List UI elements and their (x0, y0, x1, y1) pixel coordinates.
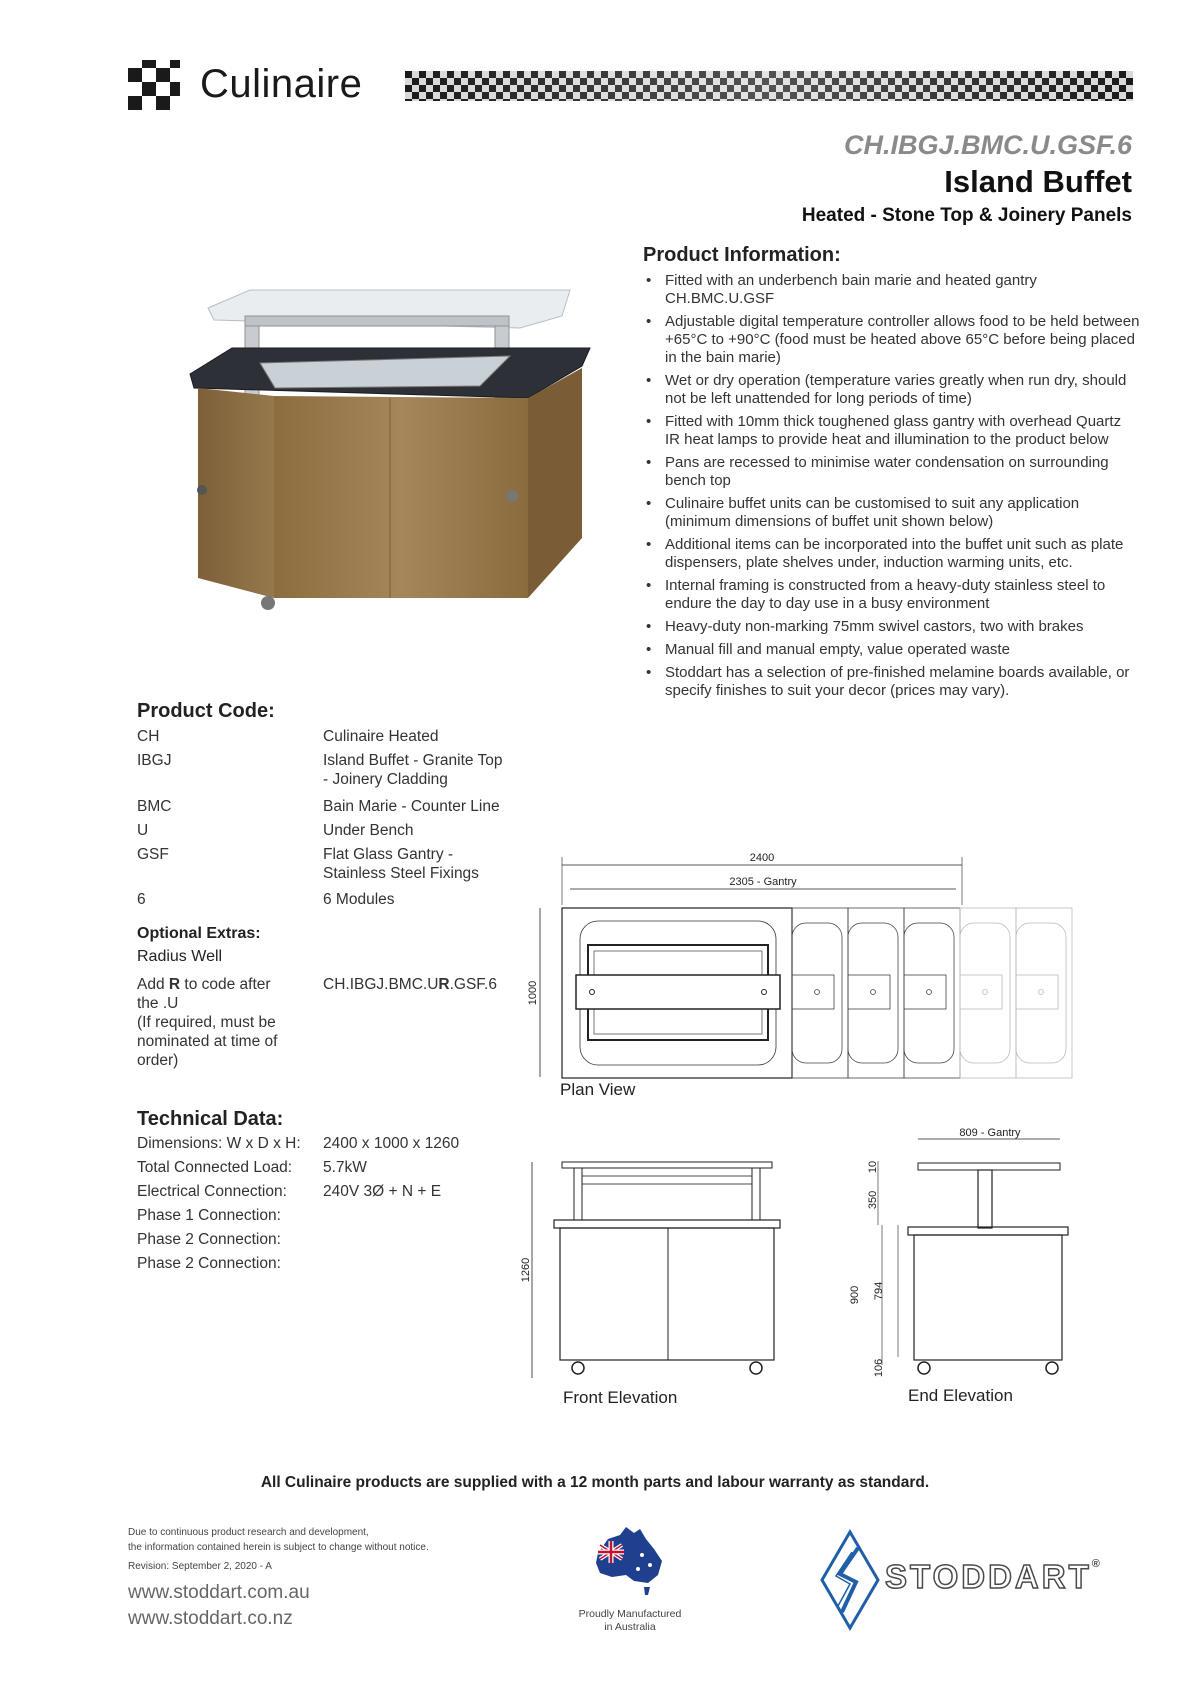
list-item: • Manual fill and manual empty, value operated waste (643, 641, 1140, 659)
product-title: Island Buffet (944, 164, 1132, 199)
list-item: • Adjustable digital temperature controller allows food to be held between +65°C to +90°C (food must be heated above 65°C before being placed in the bain marie) (643, 313, 1140, 367)
brand-name: Culinaire (200, 62, 363, 106)
dim-350: 350 (867, 1190, 879, 1210)
end-elevation-label: End Elevation (908, 1386, 1013, 1405)
front-elevation-label: Front Elevation (563, 1388, 678, 1407)
stoddart-logo-icon (820, 1530, 880, 1630)
plan-view-drawing (520, 845, 1080, 1085)
list-item: • Wet or dry operation (temperature varies greatly when run dry, should not be left unattended for long periods of time) (643, 372, 1140, 408)
stoddart-wordmark: STODDART® (885, 1558, 1100, 1595)
disclaimer: Due to continuous product research and development, the information contained herein is subject to change without notice. Revision: September 2, 2020 - A (128, 1527, 429, 1572)
list-item: • Additional items can be incorporated into the buffet unit such as plate dispensers, plate shelves under, induction warming units, etc. (643, 536, 1140, 572)
list-item: • Internal framing is constructed from a heavy-duty stainless steel to endure the day to day use in a busy environment (643, 577, 1140, 613)
checker-logo-icon (128, 60, 188, 120)
list-item: • Heavy-duty non-marking 75mm swivel castors, two with brakes (643, 618, 1140, 636)
product-image (190, 278, 600, 613)
warranty-text: All Culinaire products are supplied with a 12 month parts and labour warranty as standard. (260, 1474, 930, 1491)
dim-794: 794 (873, 1281, 885, 1301)
dim-900: 900 (849, 1285, 861, 1305)
dim-2305: 2305 - Gantry (729, 876, 797, 888)
radius-well-desc: Add R to code after the .U (If required, must be nominated at time of order) (137, 976, 278, 1069)
checker-band (405, 71, 1133, 101)
product-info-heading: Product Information: (643, 244, 841, 266)
made-in-australia: Proudly Manufactured in Australia (578, 1608, 682, 1633)
dim-1000: 1000 (527, 980, 539, 1006)
website-au-link[interactable]: www.stoddart.com.au (128, 1582, 310, 1603)
culinaire-logo (128, 56, 388, 116)
dim-10: 10 (867, 1160, 879, 1174)
list-item: • Pans are recessed to minimise water condensation on surrounding bench top (643, 454, 1140, 490)
dim-106: 106 (873, 1358, 885, 1378)
list-item: • Stoddart has a selection of pre-finished melamine boards available, or specify finishes to suit your decor (prices may vary). (643, 664, 1140, 700)
list-item: • Culinaire buffet units can be customised to suit any application (minimum dimensions of buffet unit shown below) (643, 495, 1140, 531)
radius-well-code: CH.IBGJ.BMC.UR.GSF.6 (323, 976, 497, 993)
australia-flag-map-icon (590, 1525, 670, 1597)
dim-2400: 2400 (749, 852, 775, 864)
product-code: CH.IBGJ.BMC.U.GSF.6 (843, 130, 1132, 160)
product-code-heading: Product Code: (137, 700, 275, 722)
dim-1260: 1260 (520, 1257, 532, 1283)
website-links (128, 1580, 310, 1632)
optional-extras-heading: Optional Extras: (137, 925, 261, 942)
website-nz-link[interactable]: www.stoddart.co.nz (128, 1608, 293, 1629)
product-info-list (643, 272, 1140, 705)
list-item: • Fitted with an underbench bain marie and heated gantry CH.BMC.U.GSF (643, 272, 1140, 308)
front-elevation-drawing (520, 1150, 810, 1390)
dim-809: 809 - Gantry (959, 1127, 1021, 1139)
end-elevation-drawing (849, 1125, 1080, 1385)
radius-well-title: Radius Well (137, 948, 223, 965)
technical-heading: Technical Data: (137, 1108, 284, 1130)
product-subtitle: Heated - Stone Top & Joinery Panels (801, 205, 1132, 226)
plan-view-label: Plan View (560, 1080, 636, 1099)
list-item: • Fitted with 10mm thick toughened glass gantry with overhead Quartz IR heat lamps to provide heat and illumination to the product below (643, 413, 1140, 449)
